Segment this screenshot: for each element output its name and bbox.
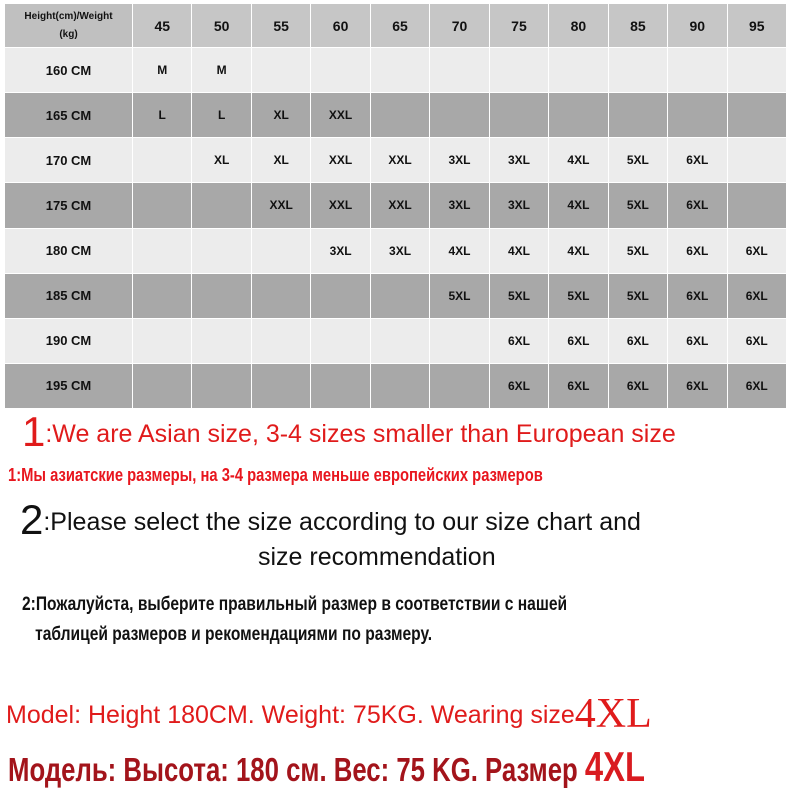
model-en-size: 4XL <box>574 691 652 737</box>
size-cell <box>727 138 786 183</box>
size-cell: XXL <box>311 93 370 138</box>
size-cell <box>311 273 370 318</box>
table-row <box>5 228 787 273</box>
size-cell: 4XL <box>549 228 608 273</box>
size-cell <box>727 93 786 138</box>
size-cell: 4XL <box>549 183 608 228</box>
weight-header-cell: 80 <box>549 4 608 48</box>
size-cell: 6XL <box>608 363 667 408</box>
size-cell: 5XL <box>549 273 608 318</box>
size-cell: XXL <box>311 183 370 228</box>
size-cell: 4XL <box>489 228 548 273</box>
size-cell <box>549 93 608 138</box>
model-ru-text: Модель: Высота: 180 см. Вес: 75 KG. Размер <box>8 751 578 788</box>
size-cell <box>430 363 489 408</box>
size-chart-table <box>4 3 787 409</box>
size-cell <box>311 363 370 408</box>
note-select-size <box>20 496 641 544</box>
size-cell: 5XL <box>608 273 667 318</box>
size-cell <box>192 318 251 363</box>
table-row <box>5 93 787 138</box>
size-cell <box>668 48 727 93</box>
size-cell <box>727 183 786 228</box>
size-cell <box>133 228 192 273</box>
size-cell: XXL <box>311 138 370 183</box>
size-cell <box>133 183 192 228</box>
size-cell <box>251 48 310 93</box>
note1-text: :We are Asian size, 3-4 sizes smaller than European size <box>45 420 676 448</box>
table-row <box>5 138 787 183</box>
note-select-size-russian <box>22 590 567 650</box>
size-cell: 6XL <box>668 183 727 228</box>
size-cell: XXL <box>251 183 310 228</box>
weight-header-cell: 55 <box>251 4 310 48</box>
table-row <box>5 183 787 228</box>
note2-ru-line1: 2:Пожалуйста, выберите правильный размер в соответствии с нашей <box>22 594 568 615</box>
size-cell <box>311 48 370 93</box>
size-cell <box>489 93 548 138</box>
size-cell <box>192 183 251 228</box>
size-cell <box>430 93 489 138</box>
size-cell <box>251 318 310 363</box>
size-cell: 3XL <box>430 138 489 183</box>
weight-header-cell: 75 <box>489 4 548 48</box>
weight-header-cell: 70 <box>430 4 489 48</box>
model-en-text: Model: Height 180CM. Weight: 75KG. Wearing size <box>6 701 575 729</box>
weight-header-cell: 95 <box>727 4 786 48</box>
size-cell <box>370 363 429 408</box>
size-cell: 5XL <box>608 138 667 183</box>
size-cell: 3XL <box>311 228 370 273</box>
size-cell <box>430 318 489 363</box>
weight-header-cell: 45 <box>133 4 192 48</box>
height-label-cell: 170 CM <box>5 138 133 183</box>
weight-header-cell: 60 <box>311 4 370 48</box>
size-cell <box>608 93 667 138</box>
size-cell: 6XL <box>668 318 727 363</box>
weight-header-row <box>5 4 787 48</box>
size-cell <box>311 318 370 363</box>
size-cell <box>370 48 429 93</box>
size-cell: 6XL <box>727 318 786 363</box>
size-cell <box>192 363 251 408</box>
height-label-cell: 160 CM <box>5 48 133 93</box>
size-cell <box>668 93 727 138</box>
size-cell <box>133 318 192 363</box>
size-cell: 3XL <box>370 228 429 273</box>
size-cell: 3XL <box>430 183 489 228</box>
size-cell: 6XL <box>549 318 608 363</box>
note2-text: :Please select the size according to our size chart and <box>43 508 641 536</box>
model-info-english <box>6 690 652 738</box>
weight-header-cell: 50 <box>192 4 251 48</box>
size-cell <box>608 48 667 93</box>
model-info-russian <box>8 743 645 791</box>
size-cell: M <box>192 48 251 93</box>
note1-number: 1 <box>22 408 46 455</box>
size-cell: 6XL <box>727 228 786 273</box>
weight-header-cell: 85 <box>608 4 667 48</box>
size-cell: 4XL <box>430 228 489 273</box>
size-cell: 6XL <box>549 363 608 408</box>
size-cell: 6XL <box>668 138 727 183</box>
size-cell <box>133 363 192 408</box>
size-cell <box>727 48 786 93</box>
size-cell <box>370 273 429 318</box>
size-cell: 6XL <box>489 363 548 408</box>
model-ru-size: 4XL <box>584 743 645 790</box>
size-cell <box>251 228 310 273</box>
note-asian-size-russian: 1:Мы азиатские размеры, на 3-4 размера меньше европейских размеров <box>8 465 543 485</box>
height-label-cell: 195 CM <box>5 363 133 408</box>
size-cell <box>370 93 429 138</box>
size-cell: 6XL <box>668 363 727 408</box>
height-label-cell: 175 CM <box>5 183 133 228</box>
table-row <box>5 363 787 408</box>
note-select-size-continued: size recommendation <box>258 543 496 571</box>
size-cell: 6XL <box>668 273 727 318</box>
size-cell <box>251 363 310 408</box>
corner-header <box>5 4 133 48</box>
size-cell <box>251 273 310 318</box>
size-cell: 5XL <box>608 183 667 228</box>
note2-number: 2 <box>20 496 44 543</box>
size-cell: 6XL <box>489 318 548 363</box>
size-cell <box>192 273 251 318</box>
height-label-cell: 185 CM <box>5 273 133 318</box>
size-cell <box>489 48 548 93</box>
note-asian-size <box>22 408 676 456</box>
size-cell: M <box>133 48 192 93</box>
size-cell: XL <box>251 93 310 138</box>
size-cell: 3XL <box>489 138 548 183</box>
weight-header-cell: 90 <box>668 4 727 48</box>
size-cell: 6XL <box>668 228 727 273</box>
table-row <box>5 48 787 93</box>
height-label-cell: 180 CM <box>5 228 133 273</box>
weight-header-cell: 65 <box>370 4 429 48</box>
size-cell <box>370 318 429 363</box>
size-cell: 4XL <box>549 138 608 183</box>
size-cell: XXL <box>370 183 429 228</box>
size-cell <box>133 138 192 183</box>
size-cell <box>192 228 251 273</box>
size-cell <box>549 48 608 93</box>
corner-header-line1: Height(cm)/Weight <box>24 10 113 22</box>
size-cell: 6XL <box>727 363 786 408</box>
size-cell: 5XL <box>430 273 489 318</box>
size-cell: L <box>133 93 192 138</box>
size-cell <box>430 48 489 93</box>
size-cell: 5XL <box>489 273 548 318</box>
table-row <box>5 318 787 363</box>
height-label-cell: 165 CM <box>5 93 133 138</box>
size-cell: XXL <box>370 138 429 183</box>
note2-ru-line2: таблицей размеров и рекомендациями по размеру. <box>35 624 433 645</box>
size-cell: L <box>192 93 251 138</box>
size-cell: 6XL <box>608 318 667 363</box>
table-row <box>5 273 787 318</box>
size-cell: 3XL <box>489 183 548 228</box>
size-cell: XL <box>251 138 310 183</box>
size-rows <box>5 48 787 409</box>
size-cell: 6XL <box>727 273 786 318</box>
size-cell: 5XL <box>608 228 667 273</box>
size-cell: XL <box>192 138 251 183</box>
height-label-cell: 190 CM <box>5 318 133 363</box>
corner-header-line2: (kg) <box>59 28 78 40</box>
size-cell <box>133 273 192 318</box>
